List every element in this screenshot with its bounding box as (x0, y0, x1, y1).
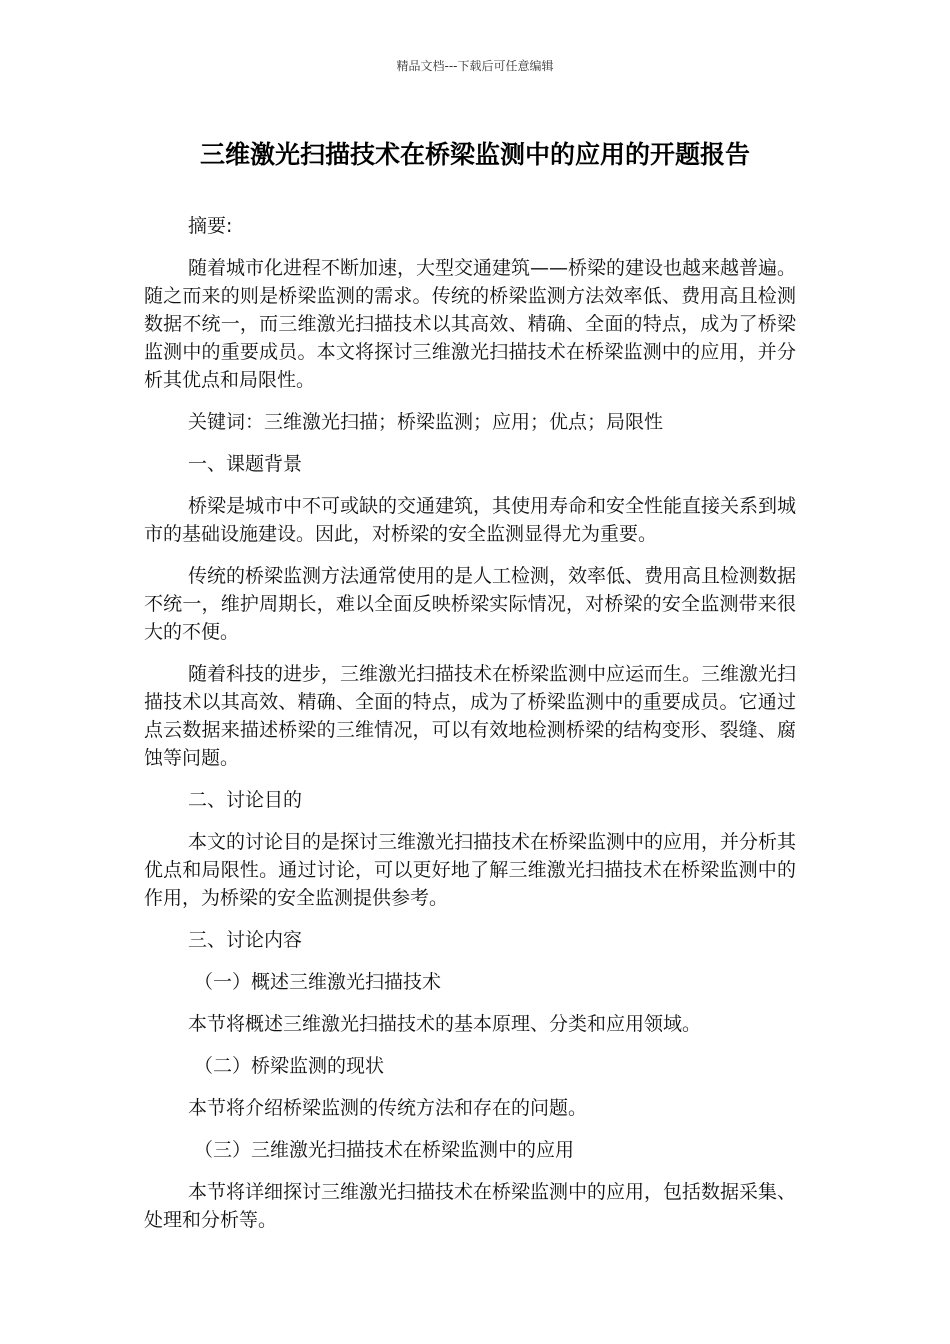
subsection-heading-3: （三）三维激光扫描技术在桥梁监测中的应用 (194, 1139, 575, 1161)
document-body (144, 212, 796, 1248)
abstract-label: 摘要: (188, 215, 233, 237)
section-heading-purpose: 二、讨论目的 (188, 789, 303, 811)
header-note: 精品文档---下载后可任意编辑 (396, 59, 554, 73)
subsection-heading-2: （二）桥梁监测的现状 (194, 1055, 385, 1077)
subsection-paragraph-2: 本节将介绍桥梁监测的传统方法和存在的问题。 (188, 1097, 588, 1119)
background-paragraph-2: 传统的桥梁监测方法通常使用的是人工检测，效率低、费用高且检测数据不统一，维护周期长，难以全面反映桥梁实际情况，对桥梁的安全监测带来很大的不便。 (144, 565, 797, 643)
subsection-paragraph-1: 本节将概述三维激光扫描技术的基本原理、分类和应用领域。 (188, 1013, 702, 1035)
section-heading-content: 三、讨论内容 (188, 929, 303, 951)
subsection-heading-1: （一）概述三维激光扫描技术 (194, 971, 442, 993)
background-paragraph-1: 桥梁是城市中不可或缺的交通建筑，其使用寿命和安全性能直接关系到城市的基础设施建设。因此，对桥梁的安全监测显得尤为重要。 (144, 495, 797, 545)
abstract-paragraph: 随着城市化进程不断加速，大型交通建筑——桥梁的建设也越来越普遍。随之而来的则是桥梁监测的需求。传统的桥梁监测方法效率低、费用高且检测数据不统一，而三维激光扫描技术以其高效、精确、全面的特点，成为了桥梁监测中的重要成员。本文将探讨三维激光扫描技术在桥梁监测中的应用，并分析其优点和局限性。 (144, 257, 797, 391)
section-heading-background: 一、课题背景 (188, 453, 303, 475)
keywords-line: 关键词：三维激光扫描；桥梁监测；应用；优点；局限性 (188, 411, 664, 433)
document-title: 三维激光扫描技术在桥梁监测中的应用的开题报告 (199, 140, 750, 169)
subsection-paragraph-3: 本节将详细探讨三维激光扫描技术在桥梁监测中的应用，包括数据采集、处理和分析等。 (144, 1181, 797, 1231)
purpose-paragraph: 本文的讨论目的是探讨三维激光扫描技术在桥梁监测中的应用，并分析其优点和局限性。通过讨论，可以更好地了解三维激光扫描技术在桥梁监测中的作用，为桥梁的安全监测提供参考。 (144, 831, 797, 909)
background-paragraph-3: 随着科技的进步，三维激光扫描技术在桥梁监测中应运而生。三维激光扫描技术以其高效、精确、全面的特点，成为了桥梁监测中的重要成员。它通过点云数据来描述桥梁的三维情况，可以有效地检测桥梁的结构变形、裂缝、腐蚀等问题。 (144, 663, 797, 769)
